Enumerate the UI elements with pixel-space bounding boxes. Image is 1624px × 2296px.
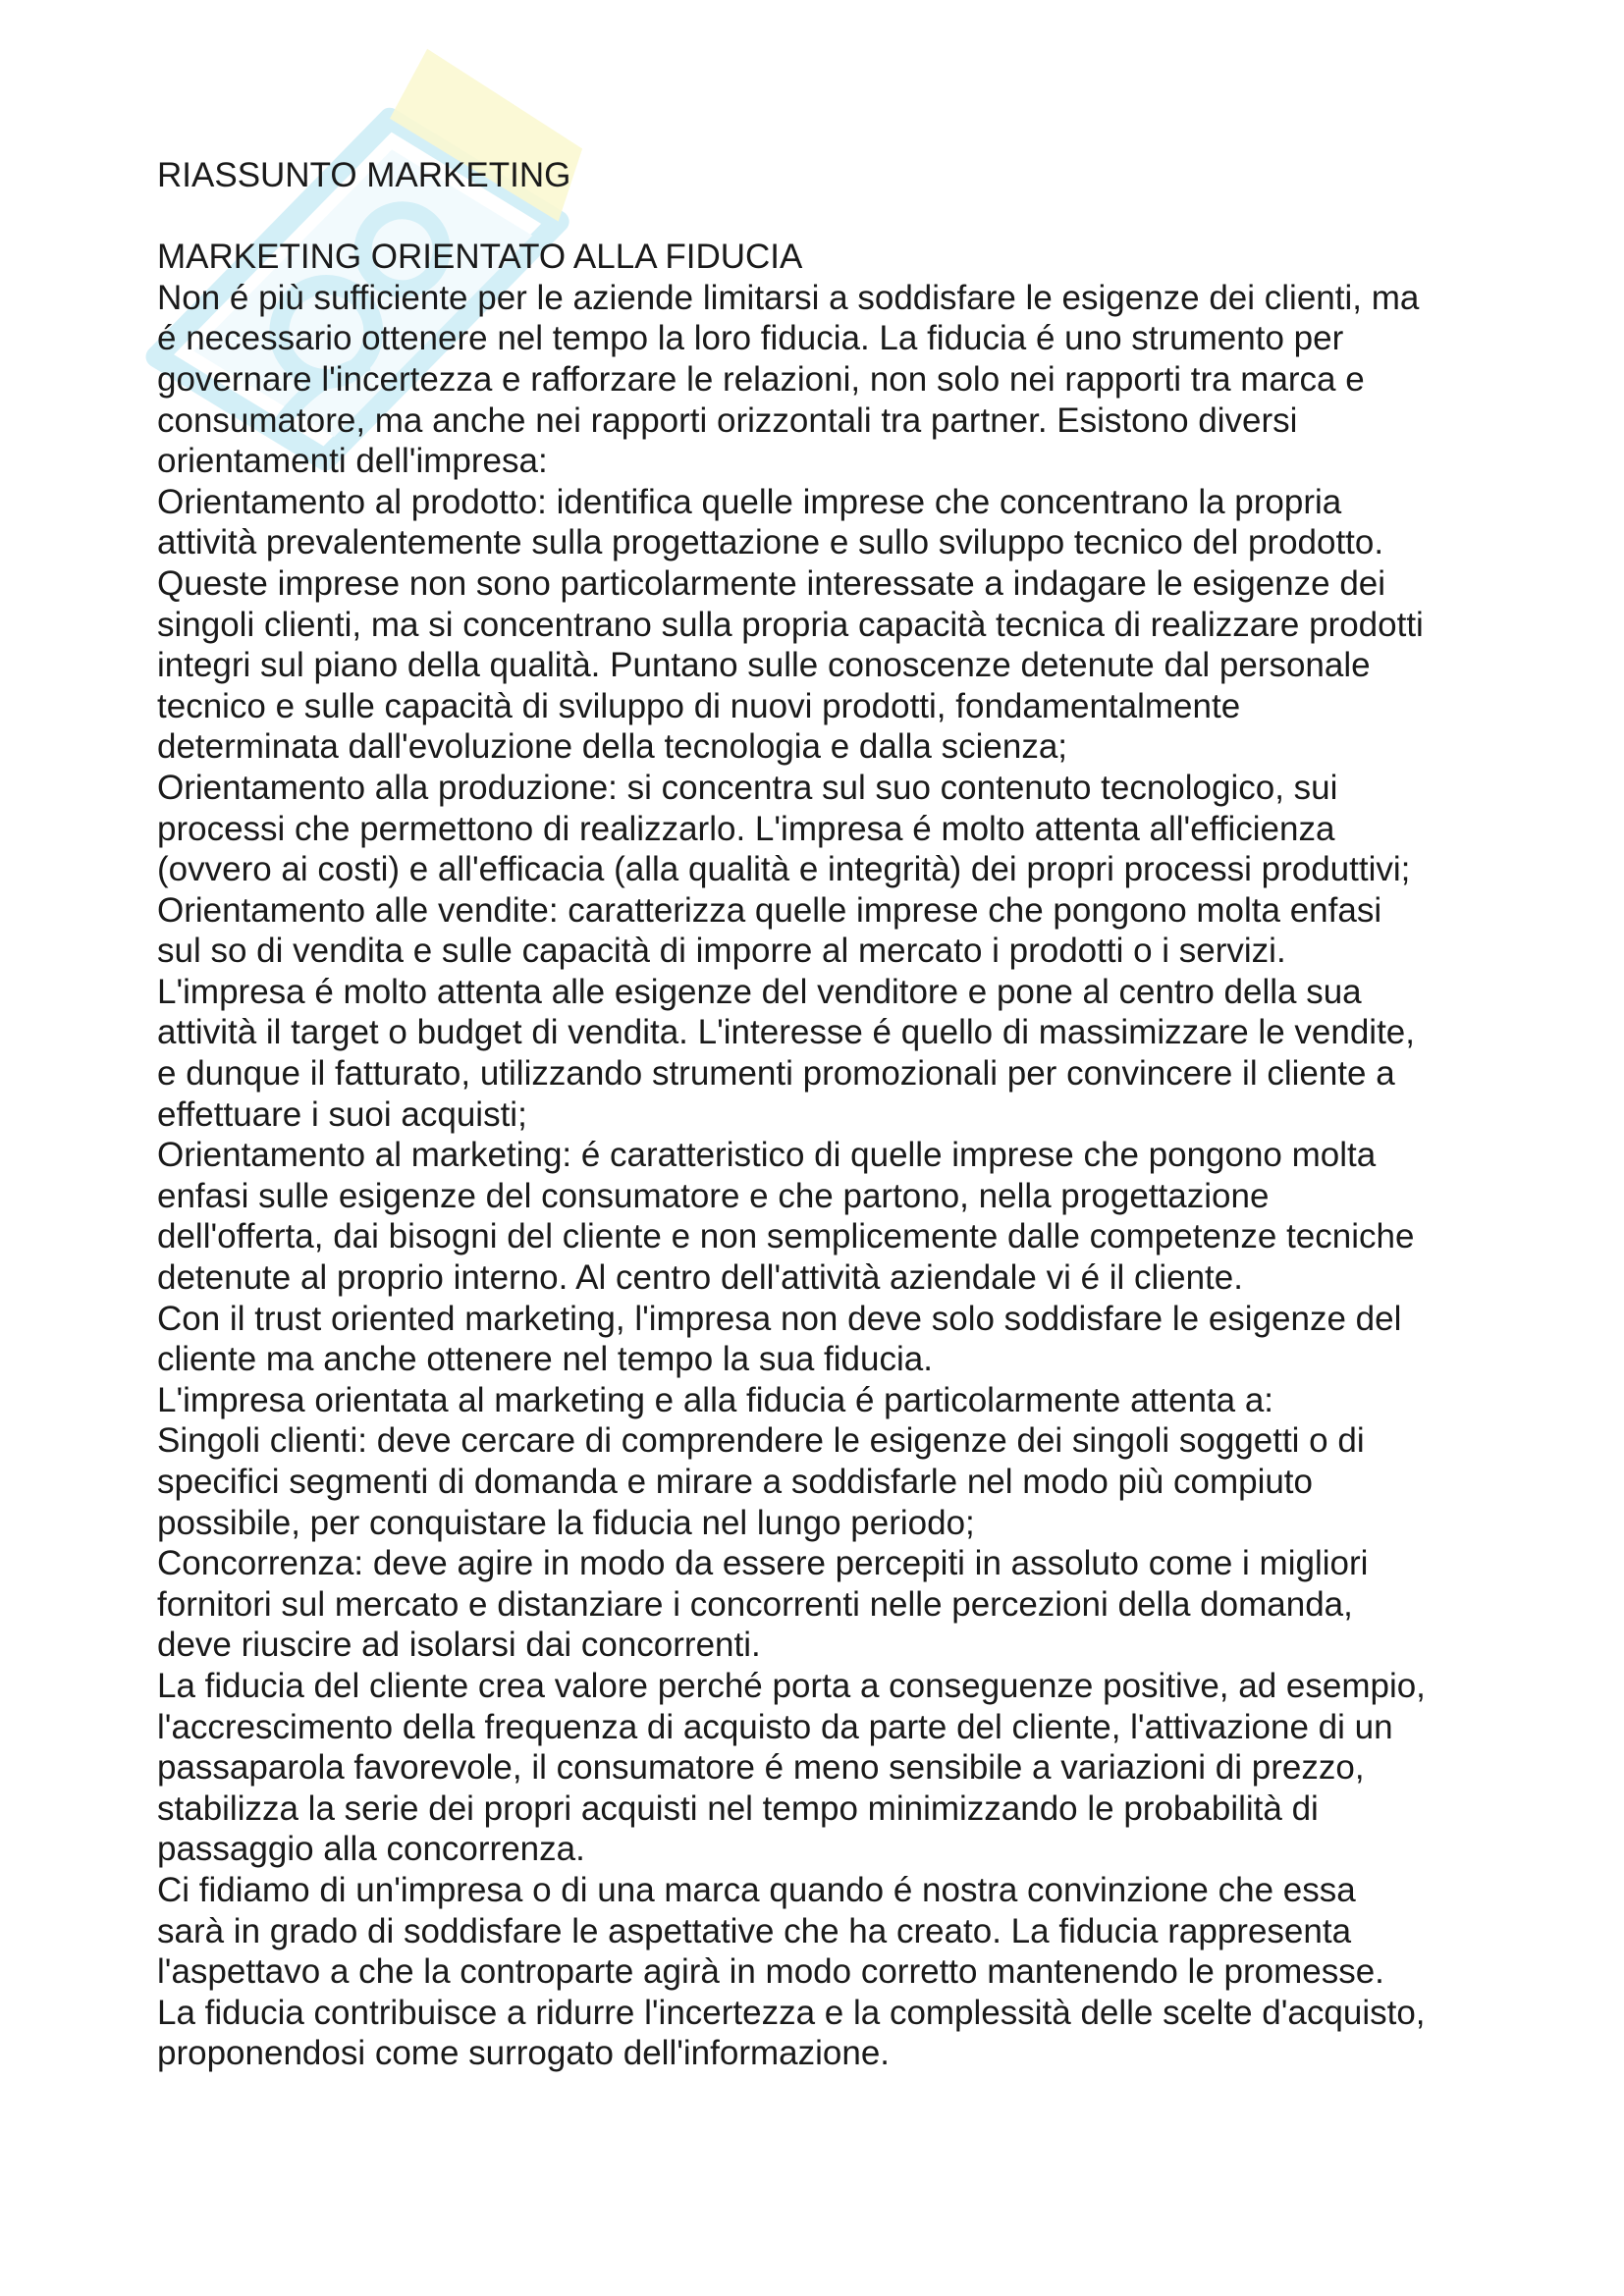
text-line: deve riuscire ad isolarsi dai concorrenti.	[157, 1626, 761, 1665]
text-line: La fiducia contribuisce a ridurre l'incertezza e la complessità delle scelte d'acquisto,	[157, 1993, 1426, 2032]
text-line: cliente ma anche ottenere nel tempo la sua fiducia.	[157, 1340, 933, 1379]
text-line: (ovvero ai costi) e all'efficacia (alla qualità e integrità) dei propri processi produttivi;	[157, 850, 1411, 889]
text-line: fornitori sul mercato e distanziare i concorrenti nelle percezioni della domanda,	[157, 1584, 1353, 1624]
text-line: dell'offerta, dai bisogni del cliente e non semplicemente dalle competenze tecniche	[157, 1217, 1415, 1256]
text-line: specifici segmenti di domanda e mirare a soddisfarle nel modo più compiuto	[157, 1463, 1313, 1501]
text-line: L'impresa é molto attenta alle esigenze del venditore e pone al centro della sua	[157, 972, 1362, 1011]
text-line: Orientamento alle vendite: caratterizza quelle imprese che pongono molta enfasi	[157, 890, 1382, 930]
text-line: Con il trust oriented marketing, l'impresa non deve solo soddisfare le esigenze del	[157, 1299, 1402, 1338]
text-line: consumatore, ma anche nei rapporti orizzontali tra partner. Esistono diversi	[157, 400, 1298, 440]
text-line: l'accrescimento della frequenza di acquisto da parte del cliente, l'attivazione di un	[157, 1707, 1393, 1746]
text-line: Queste imprese non sono particolarmente interessate a indagare le esigenze dei	[157, 563, 1386, 603]
text-line: enfasi sulle esigenze del consumatore e che partono, nella progettazione	[157, 1176, 1270, 1215]
text-line: Orientamento al marketing: é caratteristico di quelle imprese che pongono molta	[157, 1136, 1377, 1175]
text-line: sarà in grado di soddisfare le aspettative che ha creato. La fiducia rappresenta	[157, 1911, 1352, 1950]
text-line: tecnico e sulle capacità di sviluppo di nuovi prodotti, fondamentalmente	[157, 686, 1241, 725]
document-page	[157, 155, 1512, 2074]
text-line: Orientamento al prodotto: identifica quelle imprese che concentrano la propria	[157, 482, 1342, 521]
text-line: singoli clienti, ma si concentrano sulla propria capacità tecnica di realizzare prodotti	[157, 605, 1424, 644]
text-line: determinata dall'evoluzione della tecnologia e dalla scienza;	[157, 727, 1068, 767]
text-line: La fiducia del cliente crea valore perché porta a conseguenze positive, ad esempio,	[157, 1666, 1426, 1705]
text-line: Orientamento alla produzione: si concentra sul suo contenuto tecnologico, sui	[157, 768, 1338, 807]
text-line: detenute al proprio interno. Al centro dell'attività aziendale vi é il cliente.	[157, 1258, 1243, 1298]
text-line: Non é più sufficiente per le aziende limitarsi a soddisfare le esigenze dei clienti, ma	[157, 278, 1420, 317]
text-line: Singoli clienti: deve cercare di comprendere le esigenze dei singoli soggetti o di	[157, 1421, 1365, 1461]
text-line: attività prevalentemente sulla progettazione e sullo sviluppo tecnico del prodotto.	[157, 523, 1384, 562]
body-text	[157, 278, 1512, 2074]
text-line: Concorrenza: deve agire in modo da essere percepiti in assoluto come i migliori	[157, 1544, 1369, 1583]
text-line: Ci fidiamo di un'impresa o di una marca quando é nostra convinzione che essa	[157, 1870, 1356, 1909]
section-title: MARKETING ORIENTATO ALLA FIDUCIA	[157, 238, 803, 277]
text-line: stabilizza la serie dei propri acquisti nel tempo minimizzando le probabilità di	[157, 1789, 1319, 1828]
text-line: integri sul piano della qualità. Puntano sulle conoscenze detenute dal personale	[157, 646, 1371, 685]
text-line: governare l'incertezza e rafforzare le relazioni, non solo nei rapporti tra marca e	[157, 359, 1365, 399]
text-line: l'aspettavo a che la controparte agirà in modo corretto mantenendo le promesse.	[157, 1952, 1384, 1992]
text-line: attività il target o budget di vendita. L'interesse é quello di massimizzare le vendite,	[157, 1013, 1415, 1052]
text-line: possibile, per conquistare la fiducia nel lungo periodo;	[157, 1503, 975, 1542]
text-line: passaggio alla concorrenza.	[157, 1830, 585, 1869]
text-line: effettuare i suoi acquisti;	[157, 1095, 527, 1134]
document-title: RIASSUNTO MARKETING	[157, 156, 571, 194]
text-line: e dunque il fatturato, utilizzando strumenti promozionali per convincere il cliente a	[157, 1054, 1395, 1094]
text-line: é necessario ottenere nel tempo la loro fiducia. La fiducia é uno strumento per	[157, 319, 1344, 358]
text-line: orientamenti dell'impresa:	[157, 442, 548, 481]
text-line: processi che permettono di realizzarlo. L'impresa é molto attenta all'efficienza	[157, 809, 1335, 848]
text-line: proponendosi come surrogato dell'informazione.	[157, 2034, 891, 2073]
text-line: L'impresa orientata al marketing e alla fiducia é particolarmente attenta a:	[157, 1380, 1274, 1419]
text-line: sul so di vendita e sulle capacità di imporre al mercato i prodotti o i servizi.	[157, 932, 1286, 971]
text-line: passaparola favorevole, il consumatore é meno sensibile a variazioni di prezzo,	[157, 1748, 1365, 1788]
